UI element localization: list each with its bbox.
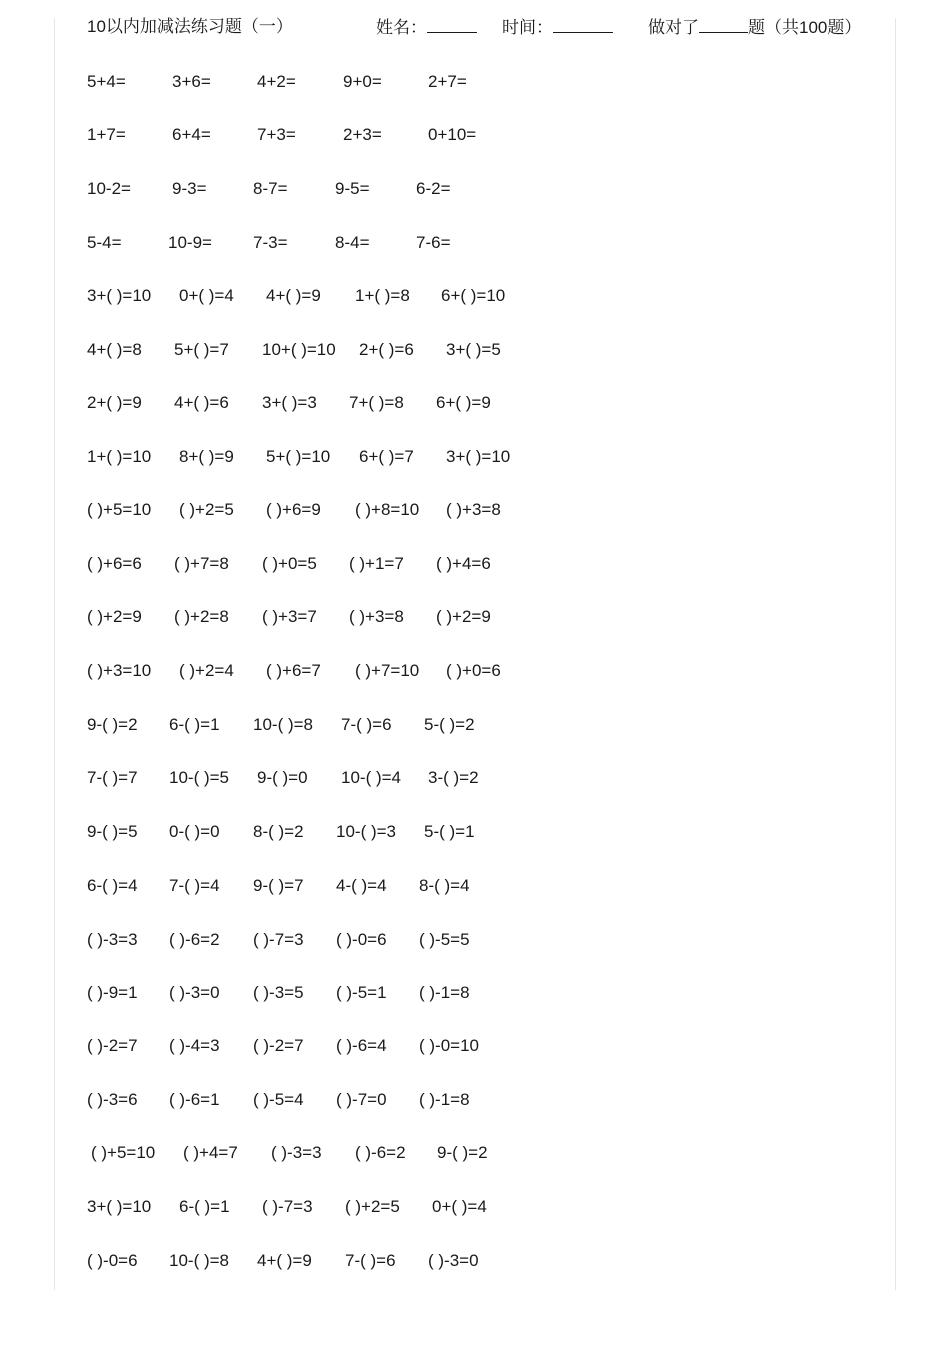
problem-row — [0, 391, 900, 415]
math-problem: 5+4= — [87, 72, 126, 91]
math-problem: ( )+0=6 — [446, 661, 501, 680]
problem-row — [0, 605, 900, 629]
problem-row — [0, 1249, 900, 1273]
math-problem: ( )-7=0 — [336, 1090, 387, 1109]
math-problem: 3+( )=5 — [446, 340, 501, 359]
math-problem: ( )-2=7 — [87, 1036, 138, 1055]
math-problem: 9-( )=2 — [437, 1143, 488, 1162]
problem-row — [0, 820, 900, 844]
math-problem: 6-( )=1 — [179, 1197, 230, 1216]
problem-row — [0, 123, 900, 147]
math-problem: ( )+2=9 — [87, 607, 142, 626]
math-problem: ( )-3=0 — [169, 983, 220, 1002]
score-blank[interactable] — [699, 15, 748, 33]
time-field[interactable] — [502, 15, 613, 40]
math-problem: 9-( )=2 — [87, 715, 138, 734]
math-problem: 10-( )=8 — [253, 715, 313, 734]
math-problem: 10-( )=3 — [336, 822, 396, 841]
math-problem: 6+( )=7 — [359, 447, 414, 466]
math-problem: ( )+3=7 — [262, 607, 317, 626]
math-problem: 7-( )=4 — [169, 876, 220, 895]
problem-row — [0, 231, 900, 255]
math-problem: 7-( )=7 — [87, 768, 138, 787]
math-problem: 4+( )=6 — [174, 393, 229, 412]
math-problem: ( )-5=1 — [336, 983, 387, 1002]
name-blank[interactable] — [427, 15, 477, 33]
math-problem: ( )+1=7 — [349, 554, 404, 573]
worksheet-header — [87, 15, 887, 39]
math-problem: 8-( )=2 — [253, 822, 304, 841]
math-problem: 6-( )=1 — [169, 715, 220, 734]
math-problem: 3+( )=10 — [446, 447, 511, 466]
math-problem: 0+( )=4 — [432, 1197, 487, 1216]
math-problem: ( )+4=7 — [183, 1143, 238, 1162]
math-problem: 1+7= — [87, 125, 126, 144]
math-problem: 6+4= — [172, 125, 211, 144]
math-problem: ( )+8=10 — [355, 500, 420, 519]
math-problem: 5+( )=10 — [266, 447, 331, 466]
math-problem: 1+( )=8 — [355, 286, 410, 305]
problem-row — [0, 713, 900, 737]
problem-row — [0, 981, 900, 1005]
math-problem: 7-3= — [253, 233, 288, 252]
math-problem: ( )-9=1 — [87, 983, 138, 1002]
math-problem: 7+( )=8 — [349, 393, 404, 412]
problem-row — [0, 874, 900, 898]
math-problem: 7-( )=6 — [345, 1251, 396, 1270]
math-problem: ( )-6=2 — [169, 930, 220, 949]
math-problem: 8+( )=9 — [179, 447, 234, 466]
math-problem: ( )+2=8 — [174, 607, 229, 626]
math-problem: ( )+2=9 — [436, 607, 491, 626]
math-problem: ( )-5=5 — [419, 930, 470, 949]
math-problem: 3-( )=2 — [428, 768, 479, 787]
math-problem: ( )+0=5 — [262, 554, 317, 573]
math-problem: 5-( )=1 — [424, 822, 475, 841]
problem-row — [0, 1088, 900, 1112]
math-problem: ( )+2=4 — [179, 661, 234, 680]
math-problem: 0+( )=4 — [179, 286, 234, 305]
math-problem: 2+( )=9 — [87, 393, 142, 412]
math-problem: ( )-4=3 — [169, 1036, 220, 1055]
math-problem: 8-7= — [253, 179, 288, 198]
math-problem: 2+3= — [343, 125, 382, 144]
math-problem: 1+( )=10 — [87, 447, 152, 466]
math-problem: ( )-5=4 — [253, 1090, 304, 1109]
name-field[interactable] — [376, 15, 477, 40]
math-problem: ( )-7=3 — [262, 1197, 313, 1216]
math-problem: 2+( )=6 — [359, 340, 414, 359]
math-problem: ( )+3=8 — [446, 500, 501, 519]
math-problem: 3+6= — [172, 72, 211, 91]
math-problem: ( )+6=7 — [266, 661, 321, 680]
math-problem: 4-( )=4 — [336, 876, 387, 895]
problem-row — [0, 552, 900, 576]
math-problem: ( )-3=3 — [271, 1143, 322, 1162]
math-problem: ( )-3=5 — [253, 983, 304, 1002]
problem-row — [0, 177, 900, 201]
math-problem: 3+( )=10 — [87, 1197, 152, 1216]
math-problem: ( )-0=6 — [336, 930, 387, 949]
math-problem: 4+2= — [257, 72, 296, 91]
math-problem: 7-( )=6 — [341, 715, 392, 734]
math-problem: 10-( )=8 — [169, 1251, 229, 1270]
math-problem: ( )-2=7 — [253, 1036, 304, 1055]
math-problem: ( )+6=9 — [266, 500, 321, 519]
problem-row — [0, 498, 900, 522]
math-problem: 4+( )=8 — [87, 340, 142, 359]
math-problem: 7+3= — [257, 125, 296, 144]
problem-row — [0, 928, 900, 952]
math-problem: 5+( )=7 — [174, 340, 229, 359]
math-problem: ( )+2=5 — [345, 1197, 400, 1216]
math-problem: 10-( )=5 — [169, 768, 229, 787]
score-field[interactable] — [648, 15, 861, 40]
math-problem: 9-3= — [172, 179, 207, 198]
math-problem: 3+( )=10 — [87, 286, 152, 305]
math-problem: ( )+2=5 — [179, 500, 234, 519]
math-problem: ( )+5=10 — [87, 500, 152, 519]
math-problem: 6-2= — [416, 179, 451, 198]
time-blank[interactable] — [553, 15, 613, 33]
math-problem: 4+( )=9 — [257, 1251, 312, 1270]
math-problem: 7-6= — [416, 233, 451, 252]
math-problem: ( )-1=8 — [419, 983, 470, 1002]
math-problem: ( )-6=2 — [355, 1143, 406, 1162]
math-problem: 6-( )=4 — [87, 876, 138, 895]
math-problem: ( )-6=4 — [336, 1036, 387, 1055]
math-problem: 10-( )=4 — [341, 768, 401, 787]
math-problem: ( )+3=8 — [349, 607, 404, 626]
name-label: 姓名： — [376, 18, 427, 37]
math-problem: 3+( )=3 — [262, 393, 317, 412]
math-problem: 0+10= — [428, 125, 477, 144]
math-problem: ( )+7=8 — [174, 554, 229, 573]
score-suffix: 题（共100题） — [748, 18, 862, 37]
math-problem: 10+( )=10 — [262, 340, 336, 359]
math-problem: 9-5= — [335, 179, 370, 198]
math-problem: ( )-1=8 — [419, 1090, 470, 1109]
math-problem: 5-4= — [87, 233, 122, 252]
math-problem: ( )+7=10 — [355, 661, 420, 680]
problem-row — [0, 70, 900, 94]
math-problem: ( )-0=10 — [419, 1036, 479, 1055]
problem-row — [0, 1195, 900, 1219]
problem-row — [0, 445, 900, 469]
math-problem: 8-4= — [335, 233, 370, 252]
math-problem: ( )+3=10 — [87, 661, 152, 680]
problem-row — [0, 766, 900, 790]
math-problem: 10-9= — [168, 233, 212, 252]
math-problem: 6+( )=10 — [441, 286, 506, 305]
math-problem: ( )-3=3 — [87, 930, 138, 949]
math-problem: 0-( )=0 — [169, 822, 220, 841]
math-problem: 9-( )=7 — [253, 876, 304, 895]
score-prefix: 做对了 — [648, 18, 699, 37]
problem-row — [0, 338, 900, 362]
math-problem: 2+7= — [428, 72, 467, 91]
math-problem: 9+0= — [343, 72, 382, 91]
math-problem: ( )+4=6 — [436, 554, 491, 573]
math-problem: ( )-3=6 — [87, 1090, 138, 1109]
math-problem: ( )+5=10 — [91, 1143, 156, 1162]
math-problem: 10-2= — [87, 179, 131, 198]
math-problem: 9-( )=5 — [87, 822, 138, 841]
problem-row — [0, 284, 900, 308]
problem-row — [0, 1034, 900, 1058]
problem-row — [0, 1141, 900, 1165]
math-problem: ( )-6=1 — [169, 1090, 220, 1109]
math-problem: 6+( )=9 — [436, 393, 491, 412]
problem-row — [0, 659, 900, 683]
worksheet-title: 10以内加减法练习题（一） — [87, 17, 293, 36]
math-problem: 8-( )=4 — [419, 876, 470, 895]
math-problem: 4+( )=9 — [266, 286, 321, 305]
math-problem: ( )-7=3 — [253, 930, 304, 949]
math-problem: 5-( )=2 — [424, 715, 475, 734]
math-problem: ( )-3=0 — [428, 1251, 479, 1270]
time-label: 时间： — [502, 18, 553, 37]
math-problem: 9-( )=0 — [257, 768, 308, 787]
math-problem: ( )+6=6 — [87, 554, 142, 573]
math-problem: ( )-0=6 — [87, 1251, 138, 1270]
